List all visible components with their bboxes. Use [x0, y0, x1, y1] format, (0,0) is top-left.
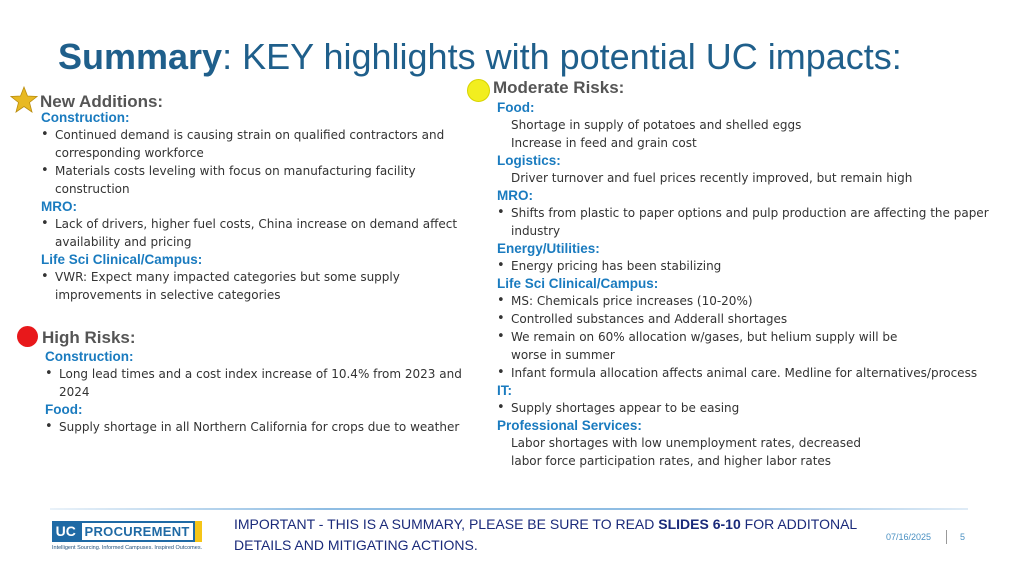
list-item: • Continued demand is causing strain on qualified contractors and corresponding workforce — [41, 126, 466, 162]
important-bold: SLIDES 6-10 — [658, 516, 741, 532]
moderate-risks-heading: Moderate Risks: — [493, 78, 625, 97]
list-item: • MS: Chemicals price increases (10-20%) — [497, 292, 1002, 310]
category-food — [45, 401, 475, 436]
title-bold: Summary — [58, 36, 223, 77]
star-icon — [10, 86, 38, 114]
category-life-sci — [497, 275, 1002, 382]
list-item: • Supply shortage in all Northern California for crops due to weather — [45, 418, 475, 436]
category-life-sci — [41, 251, 466, 304]
category-label: Food: — [497, 100, 535, 115]
category-label: Life Sci Clinical/Campus: — [41, 252, 203, 267]
category-it — [497, 382, 1002, 417]
list-item: Labor shortages with low unemployment rates, decreased labor force participation rates, and higher labor rates — [511, 436, 861, 468]
list-item: Increase in feed and grain cost — [511, 136, 697, 150]
category-logistics — [497, 152, 1002, 187]
list-item: • We remain on 60% allocation w/gases, but helium supply will be worse in summer — [497, 328, 901, 364]
important-note — [234, 514, 884, 556]
category-construction — [41, 109, 466, 198]
list-item: • Controlled substances and Adderall shortages — [497, 310, 1002, 328]
title-rest: : KEY highlights with potential UC impacts: — [222, 36, 902, 77]
category-construction — [45, 348, 475, 401]
list-item: • Materials costs leveling with focus on manufacturing facility construction — [41, 162, 466, 198]
category-label: MRO: — [41, 199, 77, 214]
category-label: Life Sci Clinical/Campus: — [497, 276, 659, 291]
category-professional-services — [497, 417, 1002, 470]
new-additions-section — [41, 109, 466, 304]
important-pre: IMPORTANT - THIS IS A SUMMARY, PLEASE BE SURE TO READ — [234, 516, 659, 532]
important-post: FOR ADDITONAL DETAILS AND MITIGATING ACTIONS. — [234, 516, 857, 553]
category-label: Construction: — [41, 110, 130, 125]
list-item: • Infant formula allocation affects animal care. Medline for alternatives/process — [497, 364, 1002, 382]
category-mro — [497, 187, 1002, 240]
list-item: • Supply shortages appear to be easing — [497, 399, 1002, 417]
page-number: 5 — [960, 532, 966, 542]
footer-date: 07/16/2025 — [886, 532, 932, 542]
list-item: Shortage in supply of potatoes and shelled eggs — [511, 118, 802, 132]
logo-name-text: PROCUREMENT — [80, 521, 195, 542]
list-item: • Long lead times and a cost index increase of 10.4% from 2023 and 2024 — [45, 365, 475, 401]
category-label: IT: — [497, 383, 512, 398]
list-item: • VWR: Expect many impacted categories but some supply improvements in selective categories — [41, 268, 466, 304]
category-label: Construction: — [45, 349, 134, 364]
high-risks-section — [45, 348, 475, 436]
category-energy — [497, 240, 1002, 275]
category-food — [497, 99, 1002, 152]
category-label: Food: — [45, 402, 83, 417]
category-label: Energy/Utilities: — [497, 241, 600, 256]
new-additions-heading: New Additions: — [40, 92, 164, 111]
category-label: MRO: — [497, 188, 533, 203]
category-mro — [41, 198, 466, 251]
category-label: Professional Services: — [497, 418, 642, 433]
category-label: Logistics: — [497, 153, 561, 168]
uc-procurement-logo — [52, 521, 202, 554]
footer-separator — [946, 530, 947, 544]
logo-accent — [195, 521, 202, 542]
list-item: • Energy pricing has been stabilizing — [497, 257, 1002, 275]
logo-uc-text: UC — [52, 521, 80, 542]
logo-tagline: Intelligent Sourcing. Informed Campuses. Inspired Outcomes. — [52, 545, 203, 551]
list-item: • Lack of drivers, higher fuel costs, China increase on demand affect availability and pricing — [41, 215, 466, 251]
list-item: Driver turnover and fuel prices recently improved, but remain high — [511, 171, 913, 185]
red-dot-icon — [17, 326, 38, 347]
list-item: • Shifts from plastic to paper options and pulp production are affecting the paper industry — [497, 204, 1002, 240]
moderate-risks-section — [497, 99, 1002, 470]
footer-divider — [50, 508, 968, 510]
yellow-dot-icon — [467, 79, 490, 102]
slide-title — [58, 36, 902, 78]
high-risks-heading: High Risks: — [42, 328, 136, 347]
